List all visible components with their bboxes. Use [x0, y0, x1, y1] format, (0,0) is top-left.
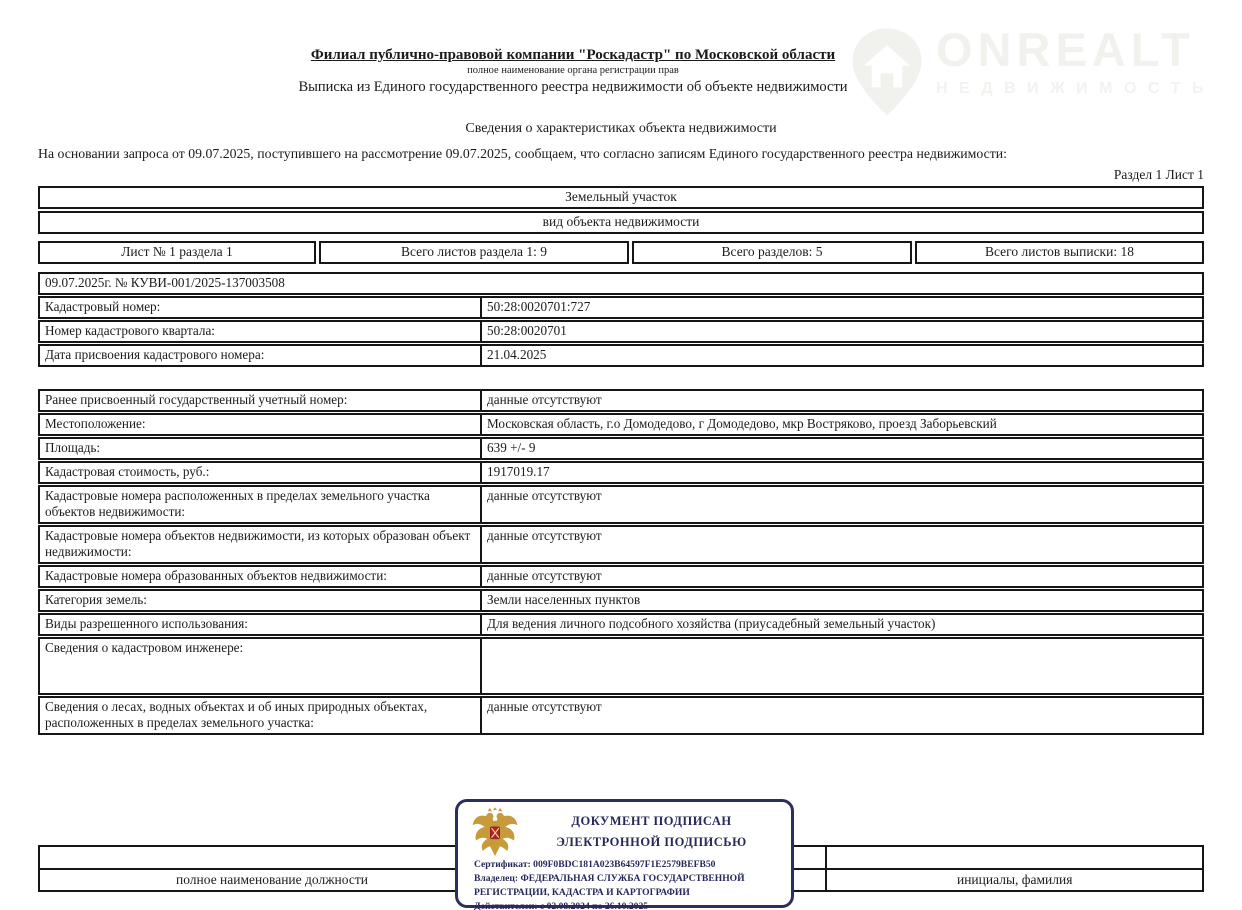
table-row [38, 437, 1204, 460]
table-cell-label: Виды разрешенного использования: [40, 615, 482, 634]
table-row [38, 272, 1204, 295]
table-cell-value: данные отсутствуют [487, 699, 602, 714]
stamp-certificate-line: Сертификат: 009F0BDC181A023B64597F1E2579BEFB50 [474, 859, 716, 870]
table-cell-label: Сведения о кадастровом инженере: [40, 639, 482, 693]
request-table [38, 272, 1204, 367]
table-cell-value: данные отсутствуют [487, 528, 602, 543]
table-cell-label: Номер кадастрового квартала: [40, 322, 482, 341]
table-cell-label: Кадастровая стоимость, руб.: [40, 463, 482, 482]
table-cell-value: 1917019.17 [487, 464, 550, 479]
table-cell-value: 50:28:0020701:727 [487, 299, 591, 314]
table-row [38, 320, 1204, 343]
table-cell-label: Кадастровые номера объектов недвижимости, из которых образован объект недвижимости: [40, 527, 482, 562]
sheet-info-cell: Лист № 1 раздела 1 [38, 241, 316, 264]
table-cell-label: Местоположение: [40, 415, 482, 434]
org-caption: полное наименование органа регистрации прав [467, 65, 679, 76]
table-cell-value: 50:28:0020701 [487, 323, 567, 338]
table-row [38, 613, 1204, 636]
section-sheet-label: Раздел 1 Лист 1 [1113, 167, 1204, 182]
table-row [38, 461, 1204, 484]
sheet-info-row [38, 241, 1204, 264]
table-row [38, 589, 1204, 612]
sheet-info-cell: Всего разделов: 5 [632, 241, 912, 264]
table-cell-label: Кадастровый номер: [40, 298, 482, 317]
esignature-stamp [455, 799, 794, 908]
stamp-details [474, 858, 782, 910]
table-cell-label: Площадь: [40, 439, 482, 458]
object-type-caption-row: вид объекта недвижимости [38, 211, 1204, 234]
table-cell-label: Кадастровые номера расположенных в пределах земельного участка объектов недвижимости: [40, 487, 482, 522]
table-row [38, 389, 1204, 412]
table-row [38, 344, 1204, 367]
stamp-header [467, 807, 782, 857]
watermark-subtitle: НЕДВИЖИМОСТЬ [936, 80, 1215, 97]
doc-title: Выписка из Единого государственного реестра недвижимости об объекте недвижимости [298, 79, 848, 95]
details-table [38, 389, 1204, 735]
section-title: Сведения о характеристиках объекта недвижимости [465, 121, 777, 136]
table-cell-value: Земли населенных пунктов [487, 592, 641, 607]
stamp-validity-line: Действителен: с 02.08.2024 по 26.10.2025 [474, 901, 649, 910]
table-cell-value: Московская область, г.о Домодедово, г Домодедово, мкр Востряково, проезд Заборьевский [487, 416, 997, 431]
request-line: На основании запроса от 09.07.2025, поступившего на рассмотрение 09.07.2025, сообщаем, что согласно записям Единого государственного реестра недвижимости: [38, 146, 1008, 161]
object-type-row: Земельный участок [38, 186, 1204, 209]
table-cell-value: 639 +/- 9 [487, 440, 536, 455]
table-cell-value: 21.04.2025 [487, 347, 547, 362]
table-cell-value: данные отсутствуют [487, 392, 602, 407]
table-cell-label: Дата присвоения кадастрового номера: [40, 346, 482, 365]
table-row [38, 637, 1204, 695]
table-cell-value: данные отсутствуют [487, 568, 602, 583]
table-row [38, 565, 1204, 588]
signature-left-label: полное наименование должности [39, 869, 505, 891]
table-row [38, 296, 1204, 319]
sheet-info-cell: Всего листов выписки: 18 [915, 241, 1204, 264]
org-name: Филиал публично-правовой компании "Роскадастр" по Московской области [310, 47, 836, 63]
table-cell-full: 09.07.2025г. № КУВИ-001/2025-137003508 [45, 275, 285, 290]
stamp-title [521, 811, 782, 853]
table-row [38, 413, 1204, 436]
table-row [38, 485, 1204, 524]
coat-of-arms-eagle-icon [469, 807, 521, 857]
table-cell-label: Категория земель: [40, 591, 482, 610]
table-cell-label: Ранее присвоенный государственный учетный номер: [40, 391, 482, 410]
table-row [38, 525, 1204, 564]
table-row [38, 696, 1204, 735]
stamp-owner-line: Владелец: ФЕДЕРАЛЬНАЯ СЛУЖБА ГОСУДАРСТВЕННОЙ РЕГИСТРАЦИИ, КАДАСТРА И КАРТОГРАФИИ [474, 873, 745, 898]
table-cell-label: Кадастровые номера образованных объектов недвижимости: [40, 567, 482, 586]
signature-cell-position [39, 846, 505, 869]
stamp-title-line2: ЭЛЕКТРОННОЙ ПОДПИСЬЮ [556, 835, 747, 849]
header-block [38, 0, 1108, 96]
stamp-title-line1: ДОКУМЕНТ ПОДПИСАН [571, 814, 732, 828]
table-cell-value [482, 639, 1202, 693]
signature-cell-name [826, 846, 1203, 869]
watermark-brand: ONREALT [936, 23, 1195, 76]
signature-right-label: инициалы, фамилия [826, 869, 1203, 891]
table-cell-value: Для ведения личного подсобного хозяйства (приусадебный земельный участок) [487, 616, 936, 631]
sheet-info-cell: Всего листов раздела 1: 9 [319, 241, 629, 264]
table-cell-value: данные отсутствуют [487, 488, 602, 503]
table-cell-label: Сведения о лесах, водных объектах и об иных природных объектах, расположенных в пределах земельного участка: [40, 698, 482, 733]
